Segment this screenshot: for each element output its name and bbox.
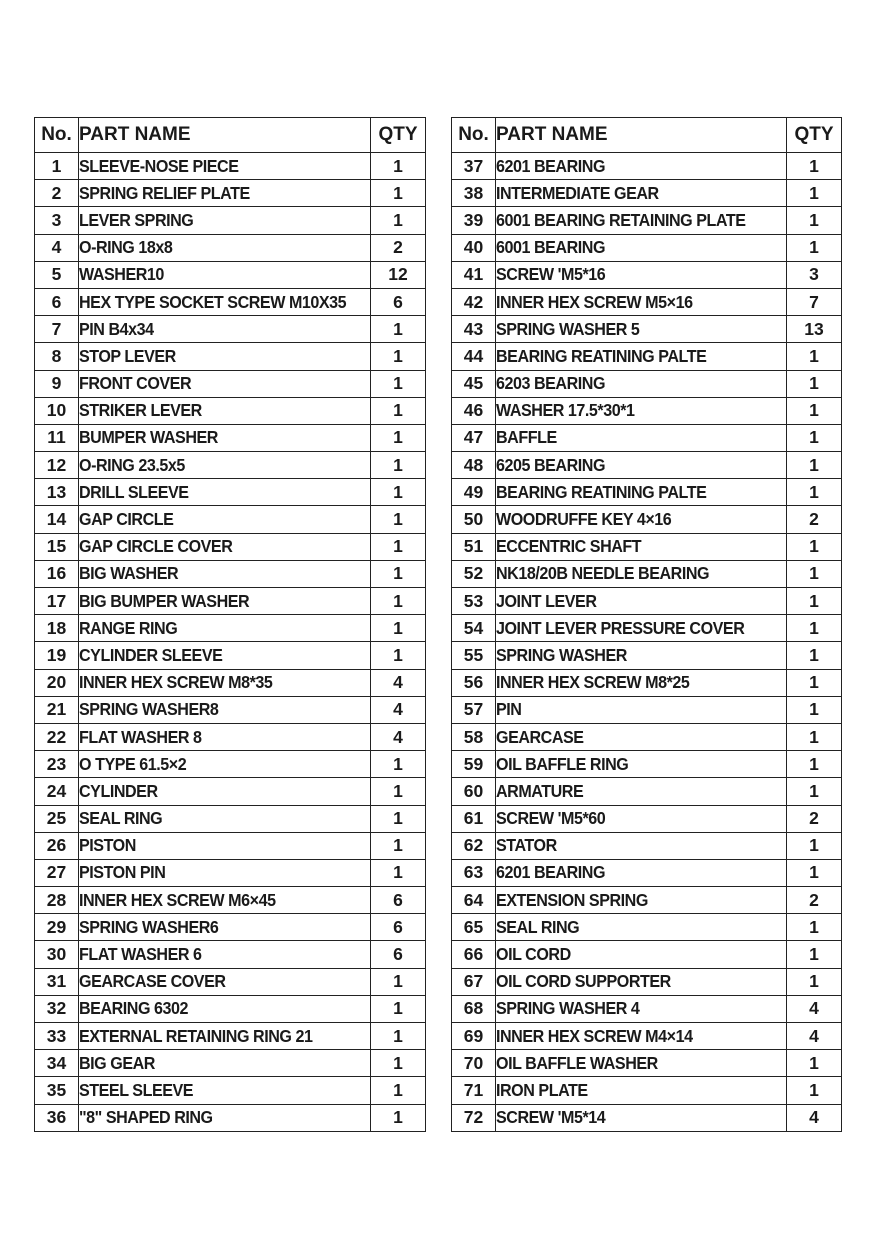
part-qty: 1 (787, 588, 842, 615)
part-number: 20 (35, 669, 79, 696)
part-name: BEARING 6302 (79, 995, 371, 1022)
part-number: 31 (35, 968, 79, 995)
part-number: 37 (452, 153, 496, 180)
part-name: GEARCASE COVER (79, 968, 371, 995)
part-number: 36 (35, 1104, 79, 1131)
part-qty: 1 (371, 316, 426, 343)
table-row (452, 424, 842, 451)
header-part-name: PART NAME (496, 118, 787, 153)
table-row (452, 832, 842, 859)
table-row (35, 887, 426, 914)
part-name: FLAT WASHER 6 (79, 941, 371, 968)
table-row (35, 533, 426, 560)
part-qty: 1 (787, 1050, 842, 1077)
table-row (35, 288, 426, 315)
part-qty: 1 (787, 234, 842, 261)
table-row (35, 805, 426, 832)
table-row (35, 1104, 426, 1131)
part-qty: 1 (371, 479, 426, 506)
part-name: EXTERNAL RETAINING RING 21 (79, 1023, 371, 1050)
part-qty: 1 (371, 153, 426, 180)
part-qty: 1 (371, 832, 426, 859)
part-number: 25 (35, 805, 79, 832)
part-number: 55 (452, 642, 496, 669)
part-number: 43 (452, 316, 496, 343)
part-qty: 1 (787, 941, 842, 968)
part-name: OIL CORD SUPPORTER (496, 968, 787, 995)
part-qty: 1 (787, 397, 842, 424)
table-row (35, 316, 426, 343)
part-number: 49 (452, 479, 496, 506)
part-number: 58 (452, 723, 496, 750)
table-row (452, 1023, 842, 1050)
part-name: PIN B4x34 (79, 316, 371, 343)
part-qty: 1 (787, 914, 842, 941)
table-row (452, 343, 842, 370)
table-row (452, 723, 842, 750)
part-qty: 6 (371, 914, 426, 941)
table-row (452, 642, 842, 669)
part-qty: 1 (371, 642, 426, 669)
part-name: FLAT WASHER 8 (79, 723, 371, 750)
part-name: BIG WASHER (79, 560, 371, 587)
table-row (35, 588, 426, 615)
part-name: EXTENSION SPRING (496, 887, 787, 914)
part-name: CYLINDER SLEEVE (79, 642, 371, 669)
part-name: RANGE RING (79, 615, 371, 642)
table-row (35, 778, 426, 805)
part-qty: 1 (787, 832, 842, 859)
part-name: STRIKER LEVER (79, 397, 371, 424)
part-name: SPRING WASHER8 (79, 696, 371, 723)
table-row (452, 479, 842, 506)
table-row (35, 832, 426, 859)
part-name: 6205 BEARING (496, 452, 787, 479)
table-row (452, 207, 842, 234)
part-qty: 1 (787, 778, 842, 805)
part-name: WOODRUFFE KEY 4×16 (496, 506, 787, 533)
table-row (452, 452, 842, 479)
part-number: 29 (35, 914, 79, 941)
part-qty: 1 (371, 560, 426, 587)
part-qty: 1 (371, 452, 426, 479)
table-row (35, 180, 426, 207)
part-qty: 4 (371, 669, 426, 696)
part-qty: 1 (371, 180, 426, 207)
part-qty: 6 (371, 941, 426, 968)
part-qty: 1 (371, 968, 426, 995)
table-row (35, 424, 426, 451)
part-number: 65 (452, 914, 496, 941)
part-number: 52 (452, 560, 496, 587)
parts-table-right (451, 117, 842, 1132)
part-qty: 1 (787, 533, 842, 560)
table-header-row (35, 118, 426, 153)
part-name: OIL BAFFLE WASHER (496, 1050, 787, 1077)
part-number: 7 (35, 316, 79, 343)
part-qty: 4 (371, 696, 426, 723)
part-name: BAFFLE (496, 424, 787, 451)
part-number: 23 (35, 751, 79, 778)
table-header-row (452, 118, 842, 153)
part-name: BIG GEAR (79, 1050, 371, 1077)
part-number: 18 (35, 615, 79, 642)
part-number: 15 (35, 533, 79, 560)
header-part-name: PART NAME (79, 118, 371, 153)
part-qty: 1 (787, 859, 842, 886)
table-row (35, 397, 426, 424)
part-name: ECCENTRIC SHAFT (496, 533, 787, 560)
table-row (452, 669, 842, 696)
part-number: 57 (452, 696, 496, 723)
part-name: INNER HEX SCREW M6×45 (79, 887, 371, 914)
part-name: INNER HEX SCREW M4×14 (496, 1023, 787, 1050)
part-name: NK18/20B NEEDLE BEARING (496, 560, 787, 587)
part-name: SCREW 'M5*16 (496, 261, 787, 288)
header-qty: QTY (371, 118, 426, 153)
part-number: 64 (452, 887, 496, 914)
part-name: 6001 BEARING (496, 234, 787, 261)
part-name: OIL CORD (496, 941, 787, 968)
part-number: 28 (35, 887, 79, 914)
part-number: 34 (35, 1050, 79, 1077)
part-number: 5 (35, 261, 79, 288)
part-name: INTERMEDIATE GEAR (496, 180, 787, 207)
part-qty: 1 (371, 751, 426, 778)
part-name: SPRING WASHER6 (79, 914, 371, 941)
part-number: 17 (35, 588, 79, 615)
part-number: 45 (452, 370, 496, 397)
table-row (452, 778, 842, 805)
part-qty: 12 (371, 261, 426, 288)
part-number: 42 (452, 288, 496, 315)
part-qty: 7 (787, 288, 842, 315)
part-number: 53 (452, 588, 496, 615)
part-name: DRILL SLEEVE (79, 479, 371, 506)
table-row (452, 995, 842, 1022)
part-qty: 4 (371, 723, 426, 750)
part-number: 48 (452, 452, 496, 479)
part-qty: 1 (371, 424, 426, 451)
part-number: 40 (452, 234, 496, 261)
part-qty: 1 (787, 153, 842, 180)
part-name: SCREW 'M5*14 (496, 1104, 787, 1131)
table-row (35, 506, 426, 533)
table-row (452, 533, 842, 560)
parts-table-left (34, 117, 426, 1132)
part-name: IRON PLATE (496, 1077, 787, 1104)
part-number: 63 (452, 859, 496, 886)
table-row (452, 1077, 842, 1104)
table-row (35, 452, 426, 479)
part-number: 35 (35, 1077, 79, 1104)
part-qty: 4 (787, 1104, 842, 1131)
table-row (452, 887, 842, 914)
part-qty: 6 (371, 887, 426, 914)
part-name: 6201 BEARING (496, 859, 787, 886)
part-name: STEEL SLEEVE (79, 1077, 371, 1104)
part-qty: 1 (787, 343, 842, 370)
part-name: BEARING REATINING PALTE (496, 479, 787, 506)
table-row (452, 1050, 842, 1077)
part-number: 32 (35, 995, 79, 1022)
part-name: O TYPE 61.5×2 (79, 751, 371, 778)
part-qty: 2 (371, 234, 426, 261)
table-row (35, 995, 426, 1022)
part-number: 13 (35, 479, 79, 506)
part-qty: 1 (787, 560, 842, 587)
part-qty: 1 (371, 397, 426, 424)
part-number: 6 (35, 288, 79, 315)
table-row (452, 560, 842, 587)
part-qty: 13 (787, 316, 842, 343)
part-qty: 1 (371, 1023, 426, 1050)
part-name: 6203 BEARING (496, 370, 787, 397)
part-number: 1 (35, 153, 79, 180)
part-number: 41 (452, 261, 496, 288)
part-name: SPRING RELIEF PLATE (79, 180, 371, 207)
part-number: 60 (452, 778, 496, 805)
part-name: "8" SHAPED RING (79, 1104, 371, 1131)
part-number: 2 (35, 180, 79, 207)
part-number: 27 (35, 859, 79, 886)
part-qty: 1 (787, 424, 842, 451)
part-qty: 1 (787, 751, 842, 778)
part-qty: 1 (371, 805, 426, 832)
part-name: BEARING REATINING PALTE (496, 343, 787, 370)
table-row (452, 370, 842, 397)
part-qty: 1 (371, 1077, 426, 1104)
part-number: 38 (452, 180, 496, 207)
table-row (452, 397, 842, 424)
part-qty: 1 (371, 370, 426, 397)
part-number: 72 (452, 1104, 496, 1131)
part-number: 67 (452, 968, 496, 995)
part-qty: 1 (787, 696, 842, 723)
table-row (35, 642, 426, 669)
part-qty: 2 (787, 805, 842, 832)
table-row (452, 288, 842, 315)
table-row (35, 615, 426, 642)
table-row (35, 343, 426, 370)
table-row (452, 588, 842, 615)
table-row (452, 696, 842, 723)
part-name: WASHER 17.5*30*1 (496, 397, 787, 424)
part-name: JOINT LEVER (496, 588, 787, 615)
part-number: 39 (452, 207, 496, 234)
part-number: 54 (452, 615, 496, 642)
table-row (35, 1023, 426, 1050)
part-name: SEAL RING (496, 914, 787, 941)
part-name: 6201 BEARING (496, 153, 787, 180)
part-number: 12 (35, 452, 79, 479)
part-name: O-RING 18x8 (79, 234, 371, 261)
part-qty: 1 (371, 778, 426, 805)
part-qty: 4 (787, 995, 842, 1022)
part-number: 26 (35, 832, 79, 859)
part-name: SLEEVE-NOSE PIECE (79, 153, 371, 180)
table-row (452, 261, 842, 288)
table-row (35, 859, 426, 886)
table-row (35, 941, 426, 968)
table-row (452, 180, 842, 207)
table-row (35, 751, 426, 778)
header-no: No. (35, 118, 79, 153)
table-row (452, 805, 842, 832)
part-name: CYLINDER (79, 778, 371, 805)
part-number: 59 (452, 751, 496, 778)
part-qty: 1 (787, 370, 842, 397)
table-row (452, 968, 842, 995)
part-number: 33 (35, 1023, 79, 1050)
part-number: 3 (35, 207, 79, 234)
part-name: PISTON PIN (79, 859, 371, 886)
part-number: 30 (35, 941, 79, 968)
part-name: BIG BUMPER WASHER (79, 588, 371, 615)
part-name: ARMATURE (496, 778, 787, 805)
part-number: 46 (452, 397, 496, 424)
part-qty: 1 (787, 207, 842, 234)
part-qty: 4 (787, 1023, 842, 1050)
part-qty: 1 (371, 995, 426, 1022)
part-name: WASHER10 (79, 261, 371, 288)
part-qty: 1 (787, 615, 842, 642)
part-number: 21 (35, 696, 79, 723)
part-name: SEAL RING (79, 805, 371, 832)
part-number: 8 (35, 343, 79, 370)
part-number: 10 (35, 397, 79, 424)
part-number: 62 (452, 832, 496, 859)
part-number: 69 (452, 1023, 496, 1050)
part-number: 56 (452, 669, 496, 696)
part-qty: 1 (371, 1104, 426, 1131)
part-qty: 6 (371, 288, 426, 315)
table-row (35, 1050, 426, 1077)
part-qty: 1 (787, 669, 842, 696)
part-number: 51 (452, 533, 496, 560)
table-row (452, 615, 842, 642)
table-row (452, 234, 842, 261)
part-name: GAP CIRCLE COVER (79, 533, 371, 560)
part-name: PIN (496, 696, 787, 723)
part-number: 47 (452, 424, 496, 451)
part-number: 16 (35, 560, 79, 587)
header-qty: QTY (787, 118, 842, 153)
table-row (35, 696, 426, 723)
part-number: 71 (452, 1077, 496, 1104)
table-row (452, 859, 842, 886)
part-name: SPRING WASHER 5 (496, 316, 787, 343)
part-number: 68 (452, 995, 496, 1022)
part-number: 50 (452, 506, 496, 533)
part-name: BUMPER WASHER (79, 424, 371, 451)
part-qty: 1 (787, 452, 842, 479)
part-name: SPRING WASHER (496, 642, 787, 669)
part-name: PISTON (79, 832, 371, 859)
part-name: INNER HEX SCREW M8*35 (79, 669, 371, 696)
table-row (452, 751, 842, 778)
table-row (452, 914, 842, 941)
part-qty: 1 (787, 968, 842, 995)
part-number: 24 (35, 778, 79, 805)
part-number: 9 (35, 370, 79, 397)
part-qty: 3 (787, 261, 842, 288)
part-qty: 1 (371, 859, 426, 886)
part-number: 61 (452, 805, 496, 832)
part-name: GAP CIRCLE (79, 506, 371, 533)
table-row (35, 261, 426, 288)
part-number: 19 (35, 642, 79, 669)
part-number: 66 (452, 941, 496, 968)
part-qty: 1 (371, 207, 426, 234)
part-name: STOP LEVER (79, 343, 371, 370)
part-number: 44 (452, 343, 496, 370)
table-row (35, 669, 426, 696)
part-name: INNER HEX SCREW M8*25 (496, 669, 787, 696)
part-qty: 1 (371, 588, 426, 615)
table-row (452, 153, 842, 180)
part-name: GEARCASE (496, 723, 787, 750)
table-row (35, 968, 426, 995)
part-qty: 1 (787, 180, 842, 207)
table-row (452, 941, 842, 968)
table-row (35, 153, 426, 180)
part-name: STATOR (496, 832, 787, 859)
part-name: 6001 BEARING RETAINING PLATE (496, 207, 787, 234)
part-qty: 1 (371, 615, 426, 642)
part-qty: 1 (787, 723, 842, 750)
part-qty: 2 (787, 506, 842, 533)
table-row (35, 1077, 426, 1104)
part-qty: 1 (787, 642, 842, 669)
part-number: 11 (35, 424, 79, 451)
table-row (35, 479, 426, 506)
part-name: FRONT COVER (79, 370, 371, 397)
part-name: LEVER SPRING (79, 207, 371, 234)
part-qty: 1 (371, 343, 426, 370)
part-name: JOINT LEVER PRESSURE COVER (496, 615, 787, 642)
table-row (35, 234, 426, 261)
table-row (35, 560, 426, 587)
table-row (35, 370, 426, 397)
part-qty: 1 (371, 506, 426, 533)
part-number: 70 (452, 1050, 496, 1077)
part-name: OIL BAFFLE RING (496, 751, 787, 778)
part-qty: 1 (371, 533, 426, 560)
part-qty: 1 (787, 479, 842, 506)
part-number: 14 (35, 506, 79, 533)
table-row (452, 506, 842, 533)
table-row (35, 723, 426, 750)
header-no: No. (452, 118, 496, 153)
part-qty: 1 (371, 1050, 426, 1077)
part-name: INNER HEX SCREW M5×16 (496, 288, 787, 315)
part-name: SCREW 'M5*60 (496, 805, 787, 832)
part-name: SPRING WASHER 4 (496, 995, 787, 1022)
table-row (452, 316, 842, 343)
part-number: 4 (35, 234, 79, 261)
part-name: O-RING 23.5x5 (79, 452, 371, 479)
table-row (452, 1104, 842, 1131)
part-qty: 2 (787, 887, 842, 914)
table-row (35, 914, 426, 941)
part-name: HEX TYPE SOCKET SCREW M10X35 (79, 288, 371, 315)
part-number: 22 (35, 723, 79, 750)
table-row (35, 207, 426, 234)
part-qty: 1 (787, 1077, 842, 1104)
